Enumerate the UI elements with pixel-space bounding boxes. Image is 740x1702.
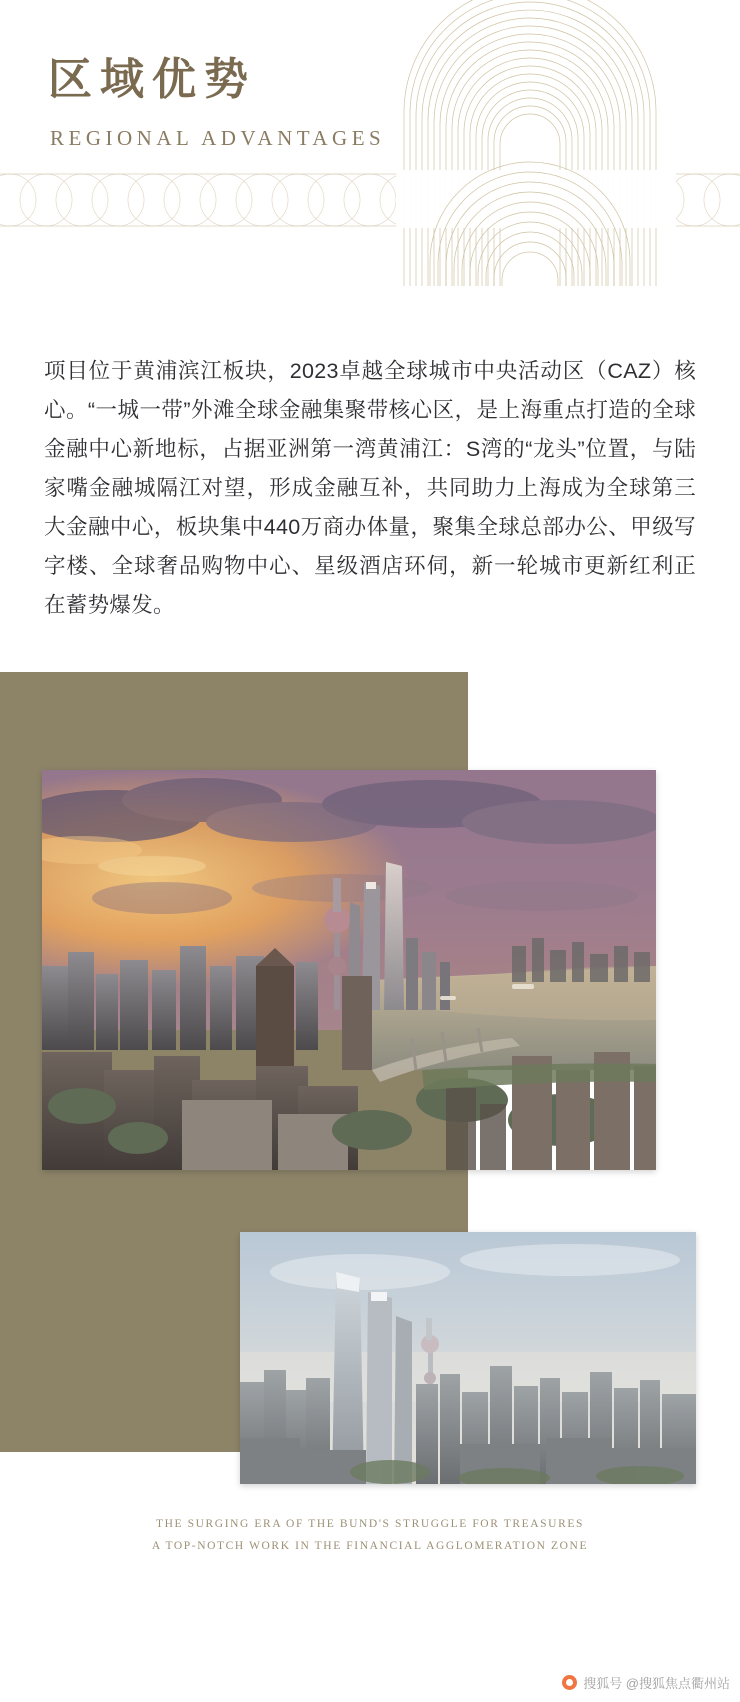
watermark-text: 搜狐号 @搜狐焦点衢州站	[583, 1676, 730, 1691]
watermark	[562, 1673, 730, 1692]
footer-tagline	[0, 1518, 740, 1552]
secondary-photo	[240, 1232, 696, 1484]
title-block	[48, 56, 385, 151]
footer-line-1: THE SURGING ERA OF THE BUND'S STRUGGLE FOR TREASURES	[156, 1518, 584, 1530]
footer-line-2: A TOP-NOTCH WORK IN THE FINANCIAL AGGLOMERATION ZONE	[151, 1540, 589, 1552]
main-photo	[42, 770, 656, 1170]
page-subtitle: REGIONAL ADVANTAGES	[50, 126, 386, 151]
sohu-logo-icon	[562, 1675, 577, 1690]
body-paragraph: 项目位于黄浦滨江板块，2023卓越全球城市中央活动区（CAZ）核心。“一城一带”外滩全球金融集聚带核心区，是上海重点打造的全球金融中心新地标，占据亚洲第一湾黄浦江：S湾的“龙头”位置，与陆家嘴金融城隔江对望，形成金融互补，共同助力上海成为全球第三大金融中心，板块集中440万商办体量，聚集全球总部办公、甲级写字楼、全球奢品购物中心、星级酒店环伺，新一轮城市更新红利正在蓄势爆发。	[44, 358, 696, 617]
page-title: 区域优势	[48, 55, 256, 104]
page-header	[0, 0, 740, 300]
